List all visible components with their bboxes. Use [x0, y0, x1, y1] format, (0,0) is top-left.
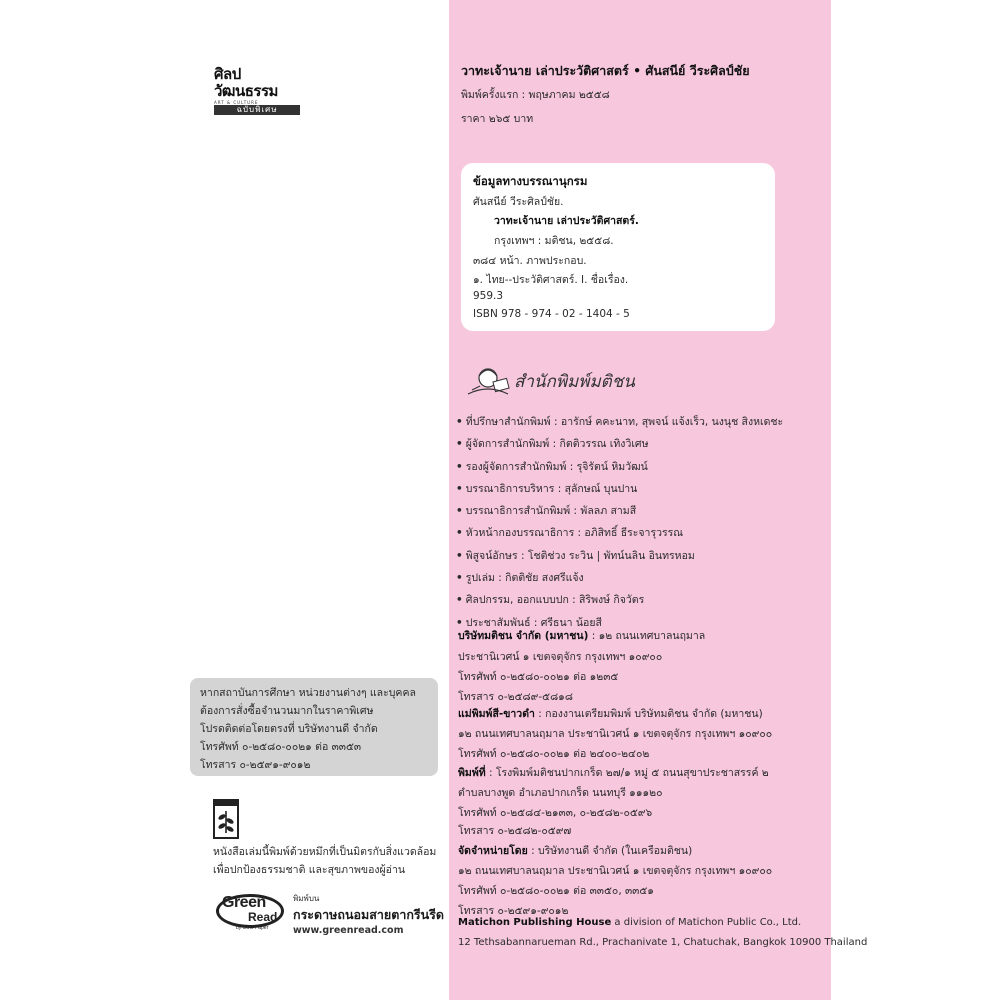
publisher-brand-text: สำนักพิมพ์มติชน	[514, 372, 635, 392]
catalog-line: ๑. ไทย--ประวัติศาสตร์. I. ชื่อเรื่อง.	[473, 274, 629, 286]
greenread-logo-top: Green	[222, 894, 266, 911]
catalog-book-title: วาทะเจ้านาย เล่าประวัติศาสตร์.	[494, 215, 639, 227]
company-phone: โทรศัพท์ ๐-๒๕๘๐-๐๐๒๑ ต่อ ๑๒๓๕	[458, 671, 619, 683]
institution-line: โทรสาร ๐-๒๕๙๑-๙๐๑๒	[200, 759, 311, 771]
edition-text: พิมพ์ครั้งแรก : พฤษภาคม ๒๕๕๘	[461, 89, 610, 101]
logo-strip-text: ฉบับพิเศษ	[214, 105, 300, 115]
institution-line: โปรดติดต่อโดยตรงที่ บริษัทงานดี จำกัด	[200, 723, 378, 735]
eco-note-line: หนังสือเล่มนี้พิมพ์ด้วยหมึกที่เป็นมิตรกับสิ่งแวดล้อม	[213, 846, 437, 858]
catalog-isbn: ISBN 978 - 974 - 02 - 1404 - 5	[473, 308, 630, 320]
distributor-fax: โทรสาร ๐-๒๕๙๑-๙๐๑๒	[458, 905, 569, 917]
book-title: วาทะเจ้านาย เล่าประวัติศาสตร์ • ศันสนีย์ วีระศิลป์ชัย	[461, 63, 750, 78]
staff-item: • หัวหน้ากองบรรณาธิการ : อภิสิทธิ์ ธีระจารุวรรณ	[456, 527, 684, 540]
catalog-heading: ข้อมูลทางบรรณานุกรม	[473, 174, 588, 188]
company-address: ประชานิเวศน์ ๑ เขตจตุจักร กรุงเทพฯ ๑๐๙๐๐	[458, 651, 663, 663]
printer-fax: โทรสาร ๐-๒๕๘๒-๐๕๙๗	[458, 825, 572, 837]
distributor-line: จัดจำหน่ายโดย : บริษัทงานดี จำกัด (ในเครือมติชน)	[458, 845, 693, 857]
greenread-logo	[214, 892, 286, 932]
staff-item: • พิสูจน์อักษร : โชติช่วง ระวิน | พัทน์นลิน อินทรหอม	[456, 549, 695, 562]
catalog-line: ๓๘๔ หน้า. ภาพประกอบ.	[473, 255, 587, 267]
staff-item: • รูปเล่ม : กิตติชัย สงศรีแจ้ง	[456, 572, 584, 585]
magazine-logo	[214, 65, 300, 114]
distributor-address: ๑๒ ถนนเทศบาลนฤมาล ประชานิเวศน์ ๑ เขตจตุจักร กรุงเทพฯ ๑๐๙๐๐	[458, 865, 773, 877]
staff-item: • บรรณาธิการบริหาร : สุลักษณ์ บุนปาน	[456, 482, 638, 495]
english-address: 12 Tethsabannarueman Rd., Prachanivate 1, Chatuchak, Bangkok 10900 Thailand	[458, 937, 868, 948]
logo-main-text: ศิลปวัฒนธรรม	[214, 65, 278, 100]
plate-phone: โทรศัพท์ ๐-๒๕๘๐-๐๐๒๑ ต่อ ๒๔๐๐-๒๔๐๒	[458, 748, 650, 760]
eco-note-line: เพื่อปกป้องธรรมชาติ และสุขภาพของผู้อ่าน	[213, 864, 406, 876]
english-publisher: Matichon Publishing House a division of Matichon Public Co., Ltd.	[458, 917, 802, 928]
institution-line: โทรศัพท์ ๐-๒๕๘๐-๐๐๒๑ ต่อ ๓๓๕๓	[200, 741, 362, 753]
printer-address: ตำบลบางพูด อำเภอปากเกร็ด นนทบุรี ๑๑๑๒๐	[458, 787, 663, 799]
catalog-line: 959.3	[473, 290, 504, 302]
publisher-mascot-icon	[464, 360, 512, 400]
printer-line: พิมพ์ที่ : โรงพิมพ์มติชนปากเกร็ด ๒๗/๑ หมู่ ๕ ถนนสุขาประชาสรรค์ ๒	[458, 767, 769, 779]
eco-note	[213, 843, 436, 879]
staff-item: • บรรณาธิการสำนักพิมพ์ : พัลลภ สามสี	[456, 505, 637, 518]
company-line: บริษัทมติชน จำกัด (มหาชน) : ๑๒ ถนนเทศบาลนฤมาล	[458, 630, 706, 642]
institution-order-box	[190, 678, 438, 776]
catalog-author: ศันสนีย์ วีระศิลป์ชัย.	[473, 196, 564, 208]
staff-list	[456, 411, 783, 634]
institution-line: ต้องการสั่งซื้อจำนวนมากในราคาพิเศษ	[200, 705, 374, 717]
staff-item: • ผู้จัดการสำนักพิมพ์ : กิตติวรรณ เทิงวิเศษ	[456, 438, 649, 451]
greenread-logo-sub: by SCG Paper	[236, 925, 269, 931]
printed-on-label: พิมพ์บน	[293, 894, 320, 903]
printer-phone: โทรศัพท์ ๐-๒๕๘๔-๒๑๓๓, ๐-๒๕๘๒-๐๕๙๖	[458, 807, 653, 819]
catalog-box	[461, 163, 775, 331]
distributor-phone: โทรศัพท์ ๐-๒๕๘๐-๐๐๒๑ ต่อ ๓๓๕๐, ๓๓๕๑	[458, 885, 654, 897]
plate-line: แม่พิมพ์สี-ขาวดำ : กองงานเตรียมพิมพ์ บริษัทมติชน จำกัด (มหาชน)	[458, 708, 763, 720]
logo-sub-text: ART & CULTURE	[214, 100, 259, 105]
plate-address: ๑๒ ถนนเทศบาลนฤมาล ประชานิเวศน์ ๑ เขตจตุจักร กรุงเทพฯ ๑๐๙๐๐	[458, 728, 773, 740]
staff-item: • ประชาสัมพันธ์ : ศรีธนา น้อยสี	[456, 616, 602, 629]
staff-item: • รองผู้จัดการสำนักพิมพ์ : รุจิรัตน์ หิมวัฒน์	[456, 460, 648, 473]
greenread-url: www.greenread.com	[293, 925, 404, 936]
publisher-brand	[464, 360, 684, 406]
staff-item: • ศิลปกรรม, ออกแบบปก : สิริพงษ์ กิจวัตร	[456, 594, 645, 607]
greenread-logo-bottom: Read	[248, 910, 278, 924]
greenread-print-info	[293, 892, 444, 936]
staff-item: • ที่ปรึกษาสำนักพิมพ์ : อารักษ์ คคะนาท, สุพจน์ แจ้งเร็ว, นงนุช สิงหเดชะ	[456, 416, 784, 428]
greenread-paper-name: กระดาษถนอมสายตากรีนรีด	[293, 907, 445, 922]
eco-book-icon	[213, 799, 239, 839]
company-fax: โทรสาร ๐-๒๕๘๙-๕๘๑๘	[458, 691, 573, 703]
price-text: ราคา ๒๖๕ บาท	[461, 113, 534, 125]
catalog-line: กรุงเทพฯ : มติชน, ๒๕๕๘.	[494, 235, 614, 247]
institution-line: หากสถาบันการศึกษา หน่วยงานต่างๆ และบุคคล	[200, 687, 416, 699]
